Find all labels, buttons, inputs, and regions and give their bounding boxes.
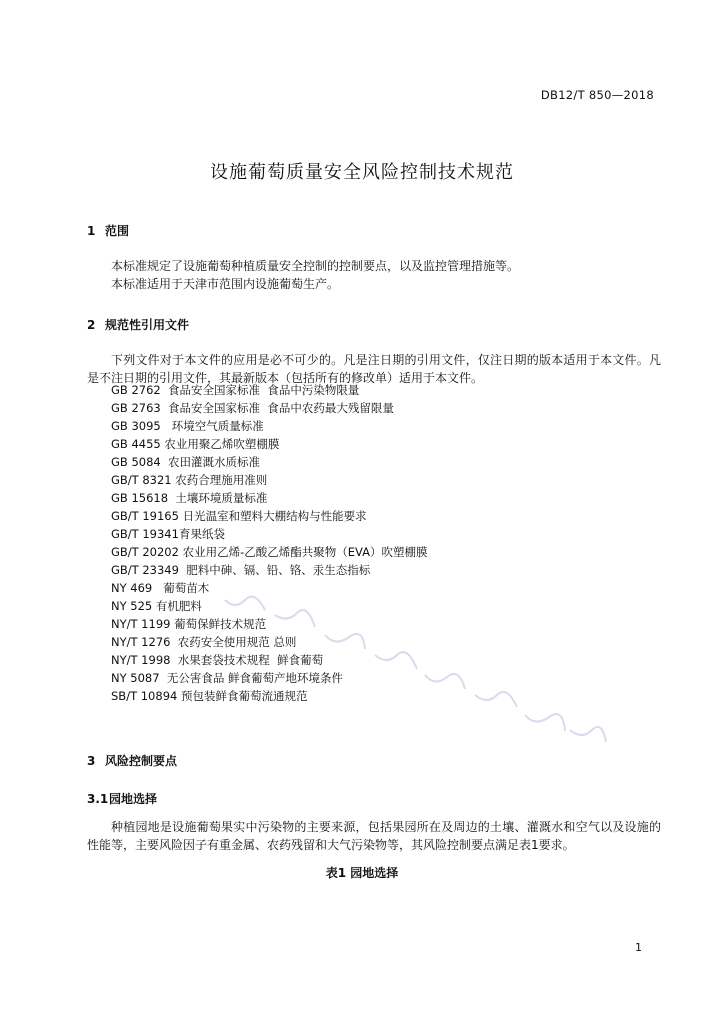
reference-item: NY/T 1276 农药安全使用规范 总则 [111,635,297,649]
subsection-number: 3.1 [87,792,109,806]
paragraph: 本标准适用于天津市范围内设施葡萄生产。 [111,277,340,291]
reference-item: GB/T 19165 日光温室和塑料大棚结构与性能要求 [111,509,367,523]
reference-item: GB 3095 环境空气质量标准 [111,419,264,433]
intro-paragraph: 下列文件对于本文件的应用是必不可少的。凡是注日期的引用文件，仅注日期的版本适用于本文件。凡是不注日期的引用文件，其最新版本（包括所有的修改单）适用于本文件。 [87,353,661,385]
reference-item: NY/T 1199 葡萄保鲜技术规范 [111,617,267,631]
reference-item: GB 4455 农业用聚乙烯吹塑棚膜 [111,437,280,451]
document-title: 设施葡萄质量安全风险控制技术规范 [210,162,514,183]
reference-item: GB 5084 农田灌溉水质标准 [111,455,261,469]
paragraph: 种植园地是设施葡萄果实中污染物的主要来源，包括果园所在及周边的土壤、灌溉水和空气以及设施的性能等，主要风险因子有重金属、农药残留和大气污染物等，其风险控制要点满足表1要求。 [87,820,661,852]
reference-item: NY 5087 无公害食品 鲜食葡萄产地环境条件 [111,671,344,685]
reference-item: GB 2763 食品安全国家标准 食品中农药最大残留限量 [111,401,394,415]
reference-item: GB 15618 土壤环境质量标准 [111,491,268,505]
reference-item: GB/T 20202 农业用乙烯-乙酸乙烯酯共聚物（EVA）吹塑棚膜 [111,545,428,559]
section-title: 规范性引用文件 [105,318,190,332]
section-number: 3 [87,754,96,768]
reference-item: NY 469 葡萄苗木 [111,581,210,595]
section-number: 2 [87,318,96,332]
reference-item: GB 2762 食品安全国家标准 食品中污染物限量 [111,383,360,397]
section-title: 风险控制要点 [105,754,178,768]
subsection-3-1-heading [87,790,157,807]
section-2-heading [87,316,189,333]
reference-item: GB/T 19341育果纸袋 [111,527,225,541]
reference-item: SB/T 10894 预包装鲜食葡萄流通规范 [111,689,308,703]
page-number: 1 [635,941,642,954]
reference-item: NY/T 1998 水果套袋技术规程 鲜食葡萄 [111,653,324,667]
reference-item: GB/T 8321 农药合理施用准则 [111,473,268,487]
section-title: 范围 [105,224,130,238]
document-code: DB12/T 850—2018 [540,88,654,102]
section-number: 1 [87,224,96,238]
paragraph: 本标准规定了设施葡萄种植质量安全控制的控制要点，以及监控管理措施等。 [111,259,520,273]
section-3-heading [87,752,177,769]
table-caption: 表1 园地选择 [325,866,399,880]
section-1-heading [87,222,129,239]
reference-item: NY 525 有机肥料 [111,599,202,613]
reference-list [111,381,428,705]
subsection-title: 园地选择 [109,792,158,806]
reference-item: GB/T 23349 肥料中砷、镉、铅、铬、汞生态指标 [111,563,371,577]
